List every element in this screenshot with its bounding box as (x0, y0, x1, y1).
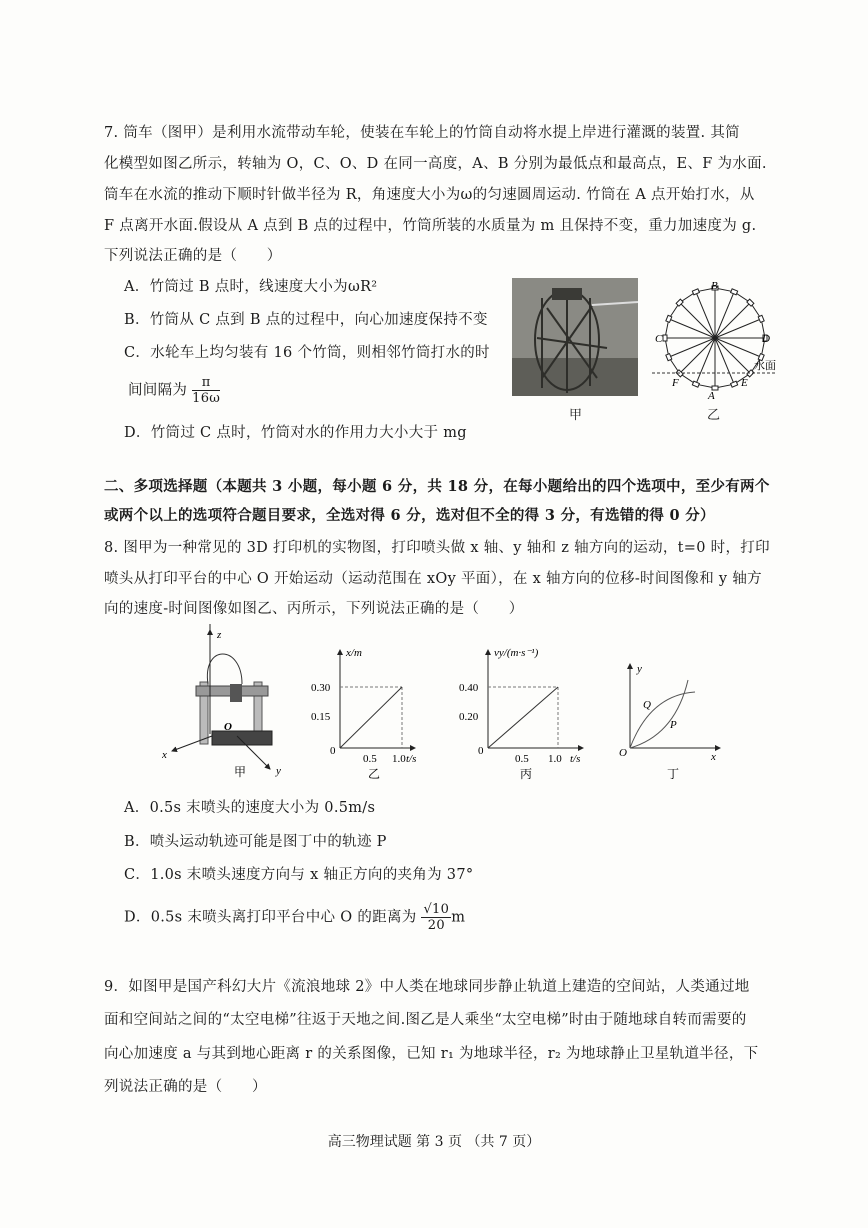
denominator: 16ω (192, 391, 221, 406)
label-p: P (670, 719, 677, 731)
bamboo-bucket (692, 289, 699, 295)
trajectory-p (630, 680, 688, 748)
numerator: √10 (423, 902, 450, 917)
wheel-spoke (680, 338, 715, 373)
axis-label-x: x (711, 751, 716, 763)
vy-t-graph (458, 640, 593, 780)
q7-stem-line: 7. 筒车（图甲）是利用水流带动车轮，使装在车轮上的竹筒自动将水提上岸进行灌溉的装置. 其简 (104, 125, 740, 141)
q8-option-d-text: D．0.5s 末喷头离打印平台中心 O 的距离为 (124, 909, 417, 926)
numerator: π (192, 375, 220, 391)
label-e: E (741, 377, 748, 389)
q7-option-c-cont (128, 375, 220, 406)
unit: m (451, 909, 466, 926)
x-tick: 1.0 (548, 753, 562, 765)
q7-option-d: D．竹筒过 C 点时，竹筒对水的作用力大小大于 mg (124, 425, 467, 441)
bamboo-bucket (731, 289, 738, 295)
bamboo-bucket (666, 315, 672, 322)
section-heading: 或两个以上的选项符合题目要求，全选对得 6 分，选对但不全的得 3 分，有选错的得 0 分） (104, 507, 715, 524)
axis-label-y: y (276, 765, 281, 777)
figure-caption-yi: 乙 (368, 767, 381, 780)
figure-caption-jia: 甲 (569, 408, 583, 423)
bamboo-bucket (663, 335, 667, 341)
q7-stem-line: F 点离开水面.假设从 A 点到 B 点的过程中，竹筒所装的水质量为 m 且保持不变，重力加速度为 g. (104, 218, 757, 234)
fraction (421, 902, 451, 933)
x-t-graph (310, 640, 420, 780)
q7-option-c: C．水轮车上均匀装有 16 个竹筒，则相邻竹筒打水的时 (124, 345, 490, 361)
bamboo-bucket (758, 315, 764, 322)
label-f: F (672, 377, 679, 389)
q9-stem-line: 面和空间站之间的“太空电梯”往返于天地之间.图乙是人乘坐“太空电梯”时由于随地球自转而需要的 (104, 1012, 747, 1028)
label-b: B (711, 280, 718, 292)
waterwheel-diagram (650, 275, 780, 403)
q7-stem-line: 下列说法正确的是（ ） (104, 248, 282, 264)
figure-caption-ding: 丁 (667, 767, 680, 781)
q9-stem-line: 列说法正确的是（ ） (104, 1079, 267, 1095)
wheel-spoke (715, 338, 750, 373)
x-axis-label: t/s (406, 753, 417, 765)
y-tick: 0.30 (311, 682, 331, 694)
x-axis-label: t/s (570, 753, 581, 765)
q8-stem-line: 8. 图甲为一种常见的 3D 打印机的实物图，打印喷头做 x 轴、y 轴和 z 轴方向的运动，t=0 时，打印 (104, 540, 770, 556)
q8-stem-line: 喷头从打印平台的中心 O 开始运动（运动范围在 xOy 平面），在 x 轴方向的位移-时间图像和 y 轴方 (104, 571, 762, 587)
printer-figure (162, 624, 302, 784)
y-axis-label: vy/(m·s⁻¹) (494, 647, 539, 659)
q7-option-a: A．竹筒过 B 点时，线速度大小为ωR² (124, 279, 378, 295)
vy-t-line (488, 687, 558, 748)
x-t-line (340, 687, 402, 748)
trajectory-graph (615, 660, 725, 785)
x-tick: 1.0 (392, 753, 406, 765)
trajectory-q (630, 692, 695, 748)
label-a: A (708, 390, 715, 402)
denominator: 20 (427, 918, 445, 933)
axis-label-x: x (162, 749, 167, 761)
q7-option-b: B．竹筒从 C 点到 B 点的过程中，向心加速度保持不变 (124, 312, 488, 328)
q8-option-c: C．1.0s 末喷头速度方向与 x 轴正方向的夹角为 37° (124, 867, 474, 883)
x-tick: 0.5 (515, 753, 529, 765)
figure-caption-jia: 甲 (234, 765, 247, 779)
label-d: D (762, 333, 770, 345)
q9-stem-line: 向心加速度 a 与其到地心距离 r 的关系图像，已知 r₁ 为地球半径，r₂ 为地球静止卫星轨道半径，下 (104, 1046, 759, 1062)
fraction (192, 375, 220, 406)
q8-option-b: B．喷头运动轨迹可能是图丁中的轨迹 P (124, 834, 387, 850)
q9-stem-line: 9．如图甲是国产科幻大片《流浪地球 2》中人类在地球同步静止轨道上建造的空间站，人类通过地 (104, 979, 750, 995)
y-axis-label: x/m (346, 647, 362, 659)
wheel-spoke (680, 303, 715, 338)
figure-caption-yi: 乙 (707, 408, 721, 423)
section-heading: 二、多项选择题（本题共 3 小题，每小题 6 分，共 18 分，在每小题给出的四个选项中，至少有两个 (104, 478, 770, 495)
q8-stem-line: 向的速度-时间图像如图乙、丙所示，下列说法正确的是（ ） (104, 601, 524, 617)
axis-label-y: y (637, 663, 642, 675)
bamboo-bucket (731, 381, 738, 387)
figure-caption-bing: 丙 (520, 767, 533, 780)
label-c: C (655, 333, 663, 345)
q7-stem-line: 化模型如图乙所示，转轴为 O，C、O、D 在同一高度，A、B 分别为最低点和最高点，E、F 为水面. (104, 156, 767, 172)
bamboo-bucket (692, 381, 699, 387)
bamboo-bucket (666, 354, 672, 361)
waterwheel-photo (512, 278, 638, 396)
x-tick: 0.5 (363, 753, 377, 765)
origin-label: 0 (478, 745, 484, 757)
page-footer: 高三物理试题 第 3 页 （共 7 页） (327, 1134, 541, 1150)
label-water-surface: 水面 (754, 360, 776, 372)
label-q: Q (643, 699, 651, 711)
q8-option-d (124, 902, 465, 933)
origin-label: 0 (330, 745, 336, 757)
wheel-spoke (715, 303, 750, 338)
y-tick: 0.40 (459, 682, 479, 694)
y-tick: 0.15 (311, 711, 331, 723)
origin-label: O (224, 721, 232, 733)
q7-option-c-text: 间间隔为 (128, 382, 188, 399)
origin-label: O (619, 747, 627, 759)
q7-stem-line: 筒车在水流的推动下顺时针做半径为 R，角速度大小为ω的匀速圆周运动. 竹筒在 A 点开始打水，从 (104, 187, 755, 203)
axis-label-z: z (217, 629, 222, 641)
y-tick: 0.20 (459, 711, 479, 723)
q8-option-a: A．0.5s 末喷头的速度大小为 0.5m/s (124, 800, 376, 816)
